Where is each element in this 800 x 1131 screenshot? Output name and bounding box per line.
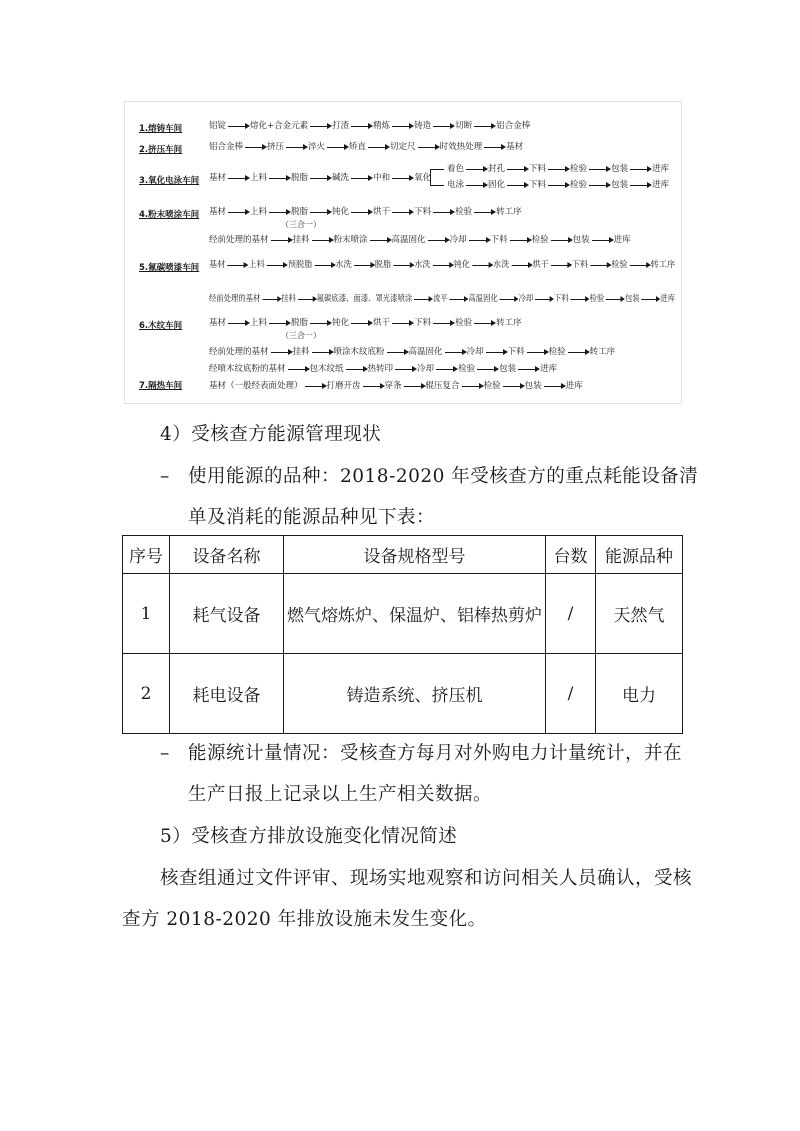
flow-arrow-icon (228, 178, 248, 179)
flow-step: 进库 (660, 294, 676, 304)
flow-step: 检验 (611, 260, 628, 270)
flow-arrow-icon (228, 126, 248, 127)
flow-step: 基材（一般经表面处理） (209, 381, 303, 391)
flow-arrow-icon (346, 369, 366, 370)
cell-spec: 铸造系统、挤压机 (284, 654, 546, 734)
flow-arrow-icon (544, 386, 564, 387)
flow-step: 下料 (414, 318, 432, 328)
flow-step: 下料 (571, 260, 589, 270)
flow-step: 固化 (488, 180, 506, 190)
flow-arrow-icon (535, 299, 552, 300)
flow-step: 转工序 (496, 207, 522, 217)
flow-arrow-icon (589, 185, 609, 186)
flow-arrow-icon (592, 240, 612, 241)
flow-row (447, 165, 669, 174)
flow-arrow-icon (589, 169, 609, 170)
flow-step: 辊压复合 (425, 381, 460, 391)
section-title: 7.隔热车间 (139, 381, 183, 391)
flow-step: 检验 (455, 207, 473, 217)
flow-step: 氧化 (414, 173, 432, 183)
flow-step: 矫直 (349, 142, 367, 152)
flow-step: 转工序 (589, 347, 616, 357)
flow-step: 检验 (570, 180, 588, 190)
cell-count: / (546, 574, 596, 654)
flow-step: 包装 (611, 164, 629, 174)
flow-step: 脱脂 (291, 318, 309, 328)
flow-step: 包装 (611, 180, 629, 190)
flow-arrow-icon (511, 265, 530, 266)
col-header-spec: 设备规格型号 (284, 536, 546, 574)
flow-arrow-icon (368, 147, 388, 148)
branch-connector (430, 169, 444, 170)
flow-arrow-icon (351, 126, 371, 127)
cell-name: 耗气设备 (170, 574, 284, 654)
bullet-text-energy-types: 使用能源的品种：2018-2020 年受核查方的重点耗能设备清 (188, 466, 699, 487)
flow-arrow-icon (474, 323, 494, 324)
col-header-count: 台数 (546, 536, 596, 574)
flow-arrow-icon (486, 352, 506, 353)
flow-arrow-icon (327, 147, 347, 148)
equipment-table (122, 535, 683, 734)
flow-arrow-icon (269, 178, 289, 179)
flow-step: 基材 (209, 207, 227, 217)
flow-arrow-icon (312, 240, 332, 241)
flow-step: 经前处理的基材 (209, 347, 269, 357)
flow-arrow-icon (466, 169, 486, 170)
flow-step: 上料 (250, 318, 268, 328)
flow-step: 下料 (414, 207, 432, 217)
flow-row (209, 261, 675, 270)
flow-arrow-icon (392, 212, 412, 213)
flow-step: 中和 (373, 173, 391, 183)
flow-arrow-icon (392, 178, 412, 179)
flow-arrow-icon (474, 212, 494, 213)
flow-row (209, 236, 631, 245)
flow-arrow-icon (395, 369, 415, 370)
section-title: 4.粉末喷涂车间 (139, 210, 200, 220)
flow-arrow-icon (449, 299, 466, 300)
flow-arrow-icon (370, 240, 390, 241)
bullet-mark: – (160, 743, 170, 764)
flow-arrow-icon (269, 212, 289, 213)
flow-arrow-icon (354, 265, 373, 266)
flow-step: 包装 (624, 294, 640, 304)
flow-step: 下料 (507, 347, 525, 357)
flow-arrow-icon (548, 169, 568, 170)
branch-connector (430, 169, 431, 185)
flow-step: 水洗 (493, 260, 510, 270)
flow-arrow-icon (518, 369, 538, 370)
flow-arrow-icon (641, 299, 658, 300)
flow-step: 钝化 (453, 260, 470, 270)
flow-arrow-icon (305, 386, 325, 387)
flow-arrow-icon (433, 126, 453, 127)
flow-row (209, 295, 675, 304)
flow-step: 进库 (652, 180, 670, 190)
flow-arrow-icon (271, 240, 291, 241)
flow-arrow-icon (551, 240, 571, 241)
body-paragraph-cont: 查方 2018-2020 年排放设施未发生变化。 (122, 909, 487, 930)
flow-arrow-icon (271, 352, 291, 353)
cell-energy: 电力 (596, 654, 683, 734)
flow-step: 高温固化 (391, 235, 426, 245)
flow-step: 铸造 (414, 121, 432, 131)
body-paragraph: 核查组通过文件评审、现场实地观察和访问相关人员确认，受核 (160, 868, 693, 889)
flow-arrow-icon (630, 185, 650, 186)
flow-step: 进库 (540, 364, 558, 374)
cell-spec: 燃气熔炼炉、保温炉、铝棒热剪炉 (284, 574, 546, 654)
flow-arrow-icon (245, 147, 265, 148)
flow-step: 切断 (455, 121, 473, 131)
flow-arrow-icon (310, 212, 330, 213)
flow-step: 检验 (548, 347, 566, 357)
flow-step: 经前处理的基材 (209, 294, 261, 304)
flow-step: 喷涂木纹底粉 (333, 347, 385, 357)
section-title: 1.熔铸车间 (139, 124, 183, 134)
flow-step: 流平 (432, 294, 448, 304)
flow-step: 上料 (250, 173, 268, 183)
flow-step: 热转印 (367, 364, 394, 374)
flow-step: 冷却 (466, 347, 484, 357)
flow-arrow-icon (310, 178, 330, 179)
bullet-mark: – (160, 466, 170, 487)
flow-arrow-icon (314, 265, 333, 266)
flow-arrow-icon (500, 299, 517, 300)
flow-arrow-icon (433, 212, 453, 213)
flow-step: 打渣 (332, 121, 350, 131)
flow-arrow-icon (570, 299, 587, 300)
flow-step: 脱脂 (291, 207, 309, 217)
flow-arrow-icon (363, 386, 383, 387)
flow-step: 包装 (524, 381, 542, 391)
flow-arrow-icon (228, 323, 248, 324)
flow-arrow-icon (286, 147, 306, 148)
cell-name: 耗电设备 (170, 654, 284, 734)
flow-step: 铝合金棒 (496, 121, 531, 131)
flow-arrow-icon (228, 212, 248, 213)
flow-step: 切定尺 (390, 142, 416, 152)
section-title: 5.氟碳喷漆车间 (139, 263, 200, 273)
flow-step: 打磨开齿 (326, 381, 361, 391)
flow-step: 转工序 (496, 318, 522, 328)
flow-step: 检验 (589, 294, 605, 304)
process-flow-diagram (124, 101, 682, 404)
flow-arrow-icon (590, 265, 609, 266)
flow-arrow-icon (432, 265, 451, 266)
flow-step: 经前处理的基材 (209, 235, 269, 245)
flow-row (209, 208, 522, 217)
flow-step: 封孔 (488, 164, 506, 174)
table-row (123, 654, 683, 734)
flow-row (447, 181, 669, 190)
flow-arrow-icon (262, 299, 279, 300)
flow-step: 水洗 (414, 260, 431, 270)
sanheyi-note: （三合一） (281, 220, 321, 229)
col-header-name: 设备名称 (170, 536, 284, 574)
flow-arrow-icon (414, 299, 431, 300)
flow-arrow-icon (392, 126, 412, 127)
flow-row (209, 348, 615, 357)
flow-step: 基材 (209, 260, 226, 270)
flow-step: 烘干 (532, 260, 549, 270)
flow-step: 下料 (490, 235, 508, 245)
flow-arrow-icon (477, 369, 497, 370)
cell-index: 2 (123, 654, 170, 734)
flow-step: 脱脂 (374, 260, 392, 270)
flow-step: 时效热处理 (439, 142, 483, 152)
flow-arrow-icon (568, 352, 588, 353)
section-heading-5: 5）受核查方排放设施变化情况简述 (160, 826, 458, 847)
flow-arrow-icon (462, 386, 482, 387)
flow-step: 基材 (209, 318, 227, 328)
flow-step: 下料 (529, 180, 547, 190)
bullet-text-metering: 能源统计量情况：受核查方每月对外购电力计量统计，并在 (188, 743, 683, 764)
flow-step: 淬火 (308, 142, 326, 152)
flow-arrow-icon (507, 169, 527, 170)
flow-step: 上料 (250, 207, 268, 217)
flow-step: 氟碳底漆、面漆、罩光漆喷涂 (316, 294, 413, 304)
flow-step: 基材 (506, 142, 524, 152)
section-title: 6.木纹车间 (139, 321, 183, 331)
flow-arrow-icon (288, 369, 308, 370)
flow-arrow-icon (507, 185, 527, 186)
flow-arrow-icon (310, 323, 330, 324)
section-title: 3.氧化电泳车间 (139, 176, 200, 186)
flow-step: 下料 (529, 164, 547, 174)
flow-step: 下料 (554, 294, 569, 304)
table-row (123, 574, 683, 654)
flow-arrow-icon (466, 185, 486, 186)
flow-step: 挤压 (267, 142, 285, 152)
section-title: 2.挤压车间 (139, 145, 183, 155)
flow-arrow-icon (310, 126, 330, 127)
col-header-energy: 能源品种 (596, 536, 683, 574)
flow-step: 检验 (455, 318, 473, 328)
flow-step: 检验 (483, 381, 501, 391)
flow-step: 经喷木纹底粉的基材 (209, 364, 286, 374)
flow-step: 高温固化 (408, 347, 443, 357)
flow-arrow-icon (312, 352, 332, 353)
flow-step: 进库 (652, 164, 670, 174)
flow-arrow-icon (298, 299, 315, 300)
flow-arrow-icon (527, 352, 547, 353)
flow-arrow-icon (387, 352, 407, 353)
flow-step: 着色 (447, 164, 465, 174)
flow-step: 包装 (572, 235, 590, 245)
flow-step: 冷却 (518, 294, 534, 304)
flow-step: 检验 (458, 364, 476, 374)
flow-step: 精炼 (373, 121, 391, 131)
bullet-text-metering-cont: 生产日报上记录以上生产相关数据。 (188, 784, 493, 805)
cell-index: 1 (123, 574, 170, 654)
flow-row (209, 174, 431, 183)
flow-arrow-icon (269, 323, 289, 324)
bullet-text-energy-types-cont: 单及消耗的能源品种见下表： (188, 507, 436, 528)
section-heading-4: 4）受核查方能源管理现状 (160, 424, 382, 445)
flow-arrow-icon (227, 265, 246, 266)
flow-arrow-icon (433, 323, 453, 324)
flow-arrow-icon (548, 185, 568, 186)
flow-step: 冷却 (417, 364, 435, 374)
flow-step: 转工序 (650, 260, 676, 270)
flow-step: 检验 (531, 235, 549, 245)
flow-step: 脱脂 (291, 173, 309, 183)
flow-step: 检验 (570, 164, 588, 174)
flow-arrow-icon (392, 323, 412, 324)
flow-arrow-icon (404, 386, 424, 387)
flow-step: 水洗 (335, 260, 352, 270)
flow-step: 粉末喷涂 (333, 235, 368, 245)
flow-step: 穿条 (384, 381, 402, 391)
flow-row (209, 143, 523, 152)
flow-step: 挂料 (292, 347, 310, 357)
cell-energy: 天然气 (596, 574, 683, 654)
flow-arrow-icon (445, 352, 465, 353)
table-header-row (123, 536, 683, 574)
flow-step: 包木纹纸 (309, 364, 344, 374)
flow-arrow-icon (418, 147, 438, 148)
flow-step: 挂料 (281, 294, 296, 304)
flow-step: 挂料 (292, 235, 310, 245)
flow-arrow-icon (503, 386, 523, 387)
flow-step: 烘干 (373, 318, 391, 328)
branch-connector (430, 185, 444, 186)
flow-step: 预脱脂 (287, 260, 313, 270)
cell-count: / (546, 654, 596, 734)
flow-step: 烘干 (373, 207, 391, 217)
flow-step: 铝锭 (209, 121, 227, 131)
flow-step: 高温固化 (468, 294, 498, 304)
flow-step: 熔化+合金元素 (250, 121, 309, 131)
flow-arrow-icon (267, 265, 286, 266)
flow-arrow-icon (469, 240, 489, 241)
flow-step: 上料 (248, 260, 265, 270)
flow-step: 电泳 (447, 180, 465, 190)
flow-arrow-icon (551, 265, 570, 266)
flow-arrow-icon (474, 126, 494, 127)
flow-step: 碱洗 (332, 173, 350, 183)
flow-step: 基材 (209, 173, 227, 183)
flow-arrow-icon (351, 323, 371, 324)
flow-step: 钝化 (332, 318, 350, 328)
flow-row (209, 382, 583, 391)
flow-row (209, 319, 522, 328)
flow-arrow-icon (472, 265, 491, 266)
flow-step: 包装 (499, 364, 517, 374)
sanheyi-note: （三合一） (281, 331, 321, 340)
flow-arrow-icon (484, 147, 504, 148)
flow-arrow-icon (630, 169, 650, 170)
flow-arrow-icon (428, 240, 448, 241)
flow-step: 进库 (613, 235, 631, 245)
flow-arrow-icon (630, 265, 649, 266)
flow-arrow-icon (393, 265, 412, 266)
col-header-index: 序号 (123, 536, 170, 574)
flow-step: 铝合金棒 (209, 142, 244, 152)
flow-arrow-icon (351, 178, 371, 179)
flow-step: 冷却 (449, 235, 467, 245)
flow-arrow-icon (606, 299, 623, 300)
flow-step: 钝化 (332, 207, 350, 217)
flow-row (209, 365, 557, 374)
flow-row (209, 122, 530, 131)
flow-arrow-icon (351, 212, 371, 213)
flow-step: 进库 (565, 381, 583, 391)
flow-arrow-icon (510, 240, 530, 241)
flow-arrow-icon (436, 369, 456, 370)
